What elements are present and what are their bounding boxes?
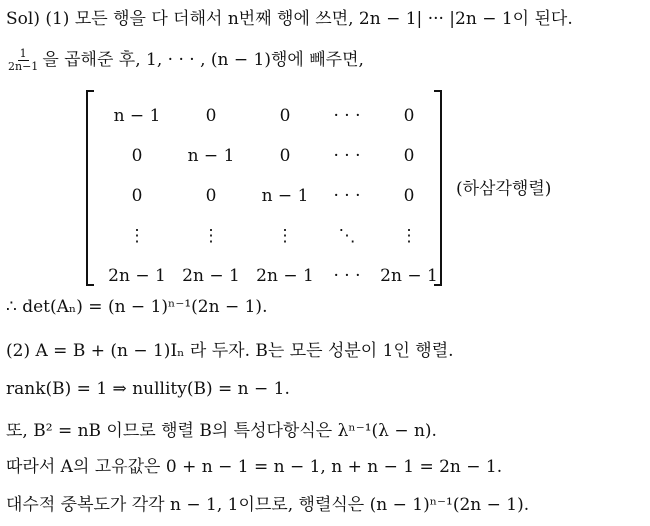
matrix-cell: 0 — [205, 186, 217, 206]
lower-triangular-matrix — [86, 90, 442, 286]
solution-line-6: 또, B² = nB 이므로 행렬 B의 특성다항식은 λⁿ⁻¹(λ − n). — [6, 421, 437, 441]
matrix-cell: 2n − 1 — [256, 266, 314, 286]
matrix-cell: · · · — [333, 186, 361, 206]
matrix-cell: · · · — [333, 266, 361, 286]
matrix-cell: 0 — [403, 146, 415, 166]
matrix-cell: · · · — [333, 106, 361, 126]
solution-line-1: Sol) (1) 모든 행을 다 더해서 n번째 행에 쓰면, 2n − 1| ··· |2n − 1이 된다. — [6, 9, 573, 29]
matrix-cell: 0 — [131, 186, 143, 206]
solution-line-7: 따라서 A의 고유값은 0 + n − 1 = n − 1, n + n − 1 = 2n − 1. — [6, 457, 503, 477]
matrix-cell: ⋮ — [202, 226, 220, 246]
solution-line-2-text: 을 곱해준 후, 1, · · · , (n − 1)행에 빼주면, — [42, 50, 364, 70]
matrix-cell: 2n − 1 — [182, 266, 240, 286]
matrix-cell: · · · — [333, 146, 361, 166]
solution-line-4: (2) A = B + (n − 1)Iₙ 라 두자. B는 모든 성분이 1인 행렬. — [6, 341, 454, 361]
matrix-cell: n − 1 — [261, 186, 309, 206]
fraction-denominator: 2n−1 — [8, 60, 39, 73]
matrix-cell: 2n − 1 — [380, 266, 438, 286]
matrix-cell: 0 — [131, 146, 143, 166]
matrix-cell: ⋮ — [400, 226, 418, 246]
matrix-cell: 0 — [403, 186, 415, 206]
matrix-grid — [100, 96, 446, 296]
matrix-right-bracket — [434, 90, 442, 286]
fraction-numerator: 1 — [19, 47, 27, 60]
matrix-cell: 0 — [205, 106, 217, 126]
matrix-cell: 2n − 1 — [108, 266, 166, 286]
matrix-left-bracket — [86, 90, 94, 286]
matrix-label: (하삼각행렬) — [456, 179, 552, 199]
solution-line-2 — [6, 48, 364, 73]
solution-line-5: rank(B) = 1 ⇒ nullity(B) = n − 1. — [6, 379, 290, 399]
solution-line-3: ∴ det(Aₙ) = (n − 1)ⁿ⁻¹(2n − 1). — [6, 297, 268, 317]
matrix-cell: n − 1 — [187, 146, 235, 166]
matrix-cell: ⋮ — [128, 226, 146, 246]
matrix-cell: ⋮ — [276, 226, 294, 246]
matrix-cell: n − 1 — [113, 106, 161, 126]
matrix-cell: 0 — [279, 146, 291, 166]
matrix-cell: 0 — [279, 106, 291, 126]
matrix-cell: ⋱ — [338, 226, 356, 246]
fraction — [6, 48, 40, 73]
solution-line-8: 대수적 중복도가 각각 n − 1, 1이므로, 행렬식은 (n − 1)ⁿ⁻¹(2n − 1). — [6, 495, 530, 515]
matrix-cell: 0 — [403, 106, 415, 126]
